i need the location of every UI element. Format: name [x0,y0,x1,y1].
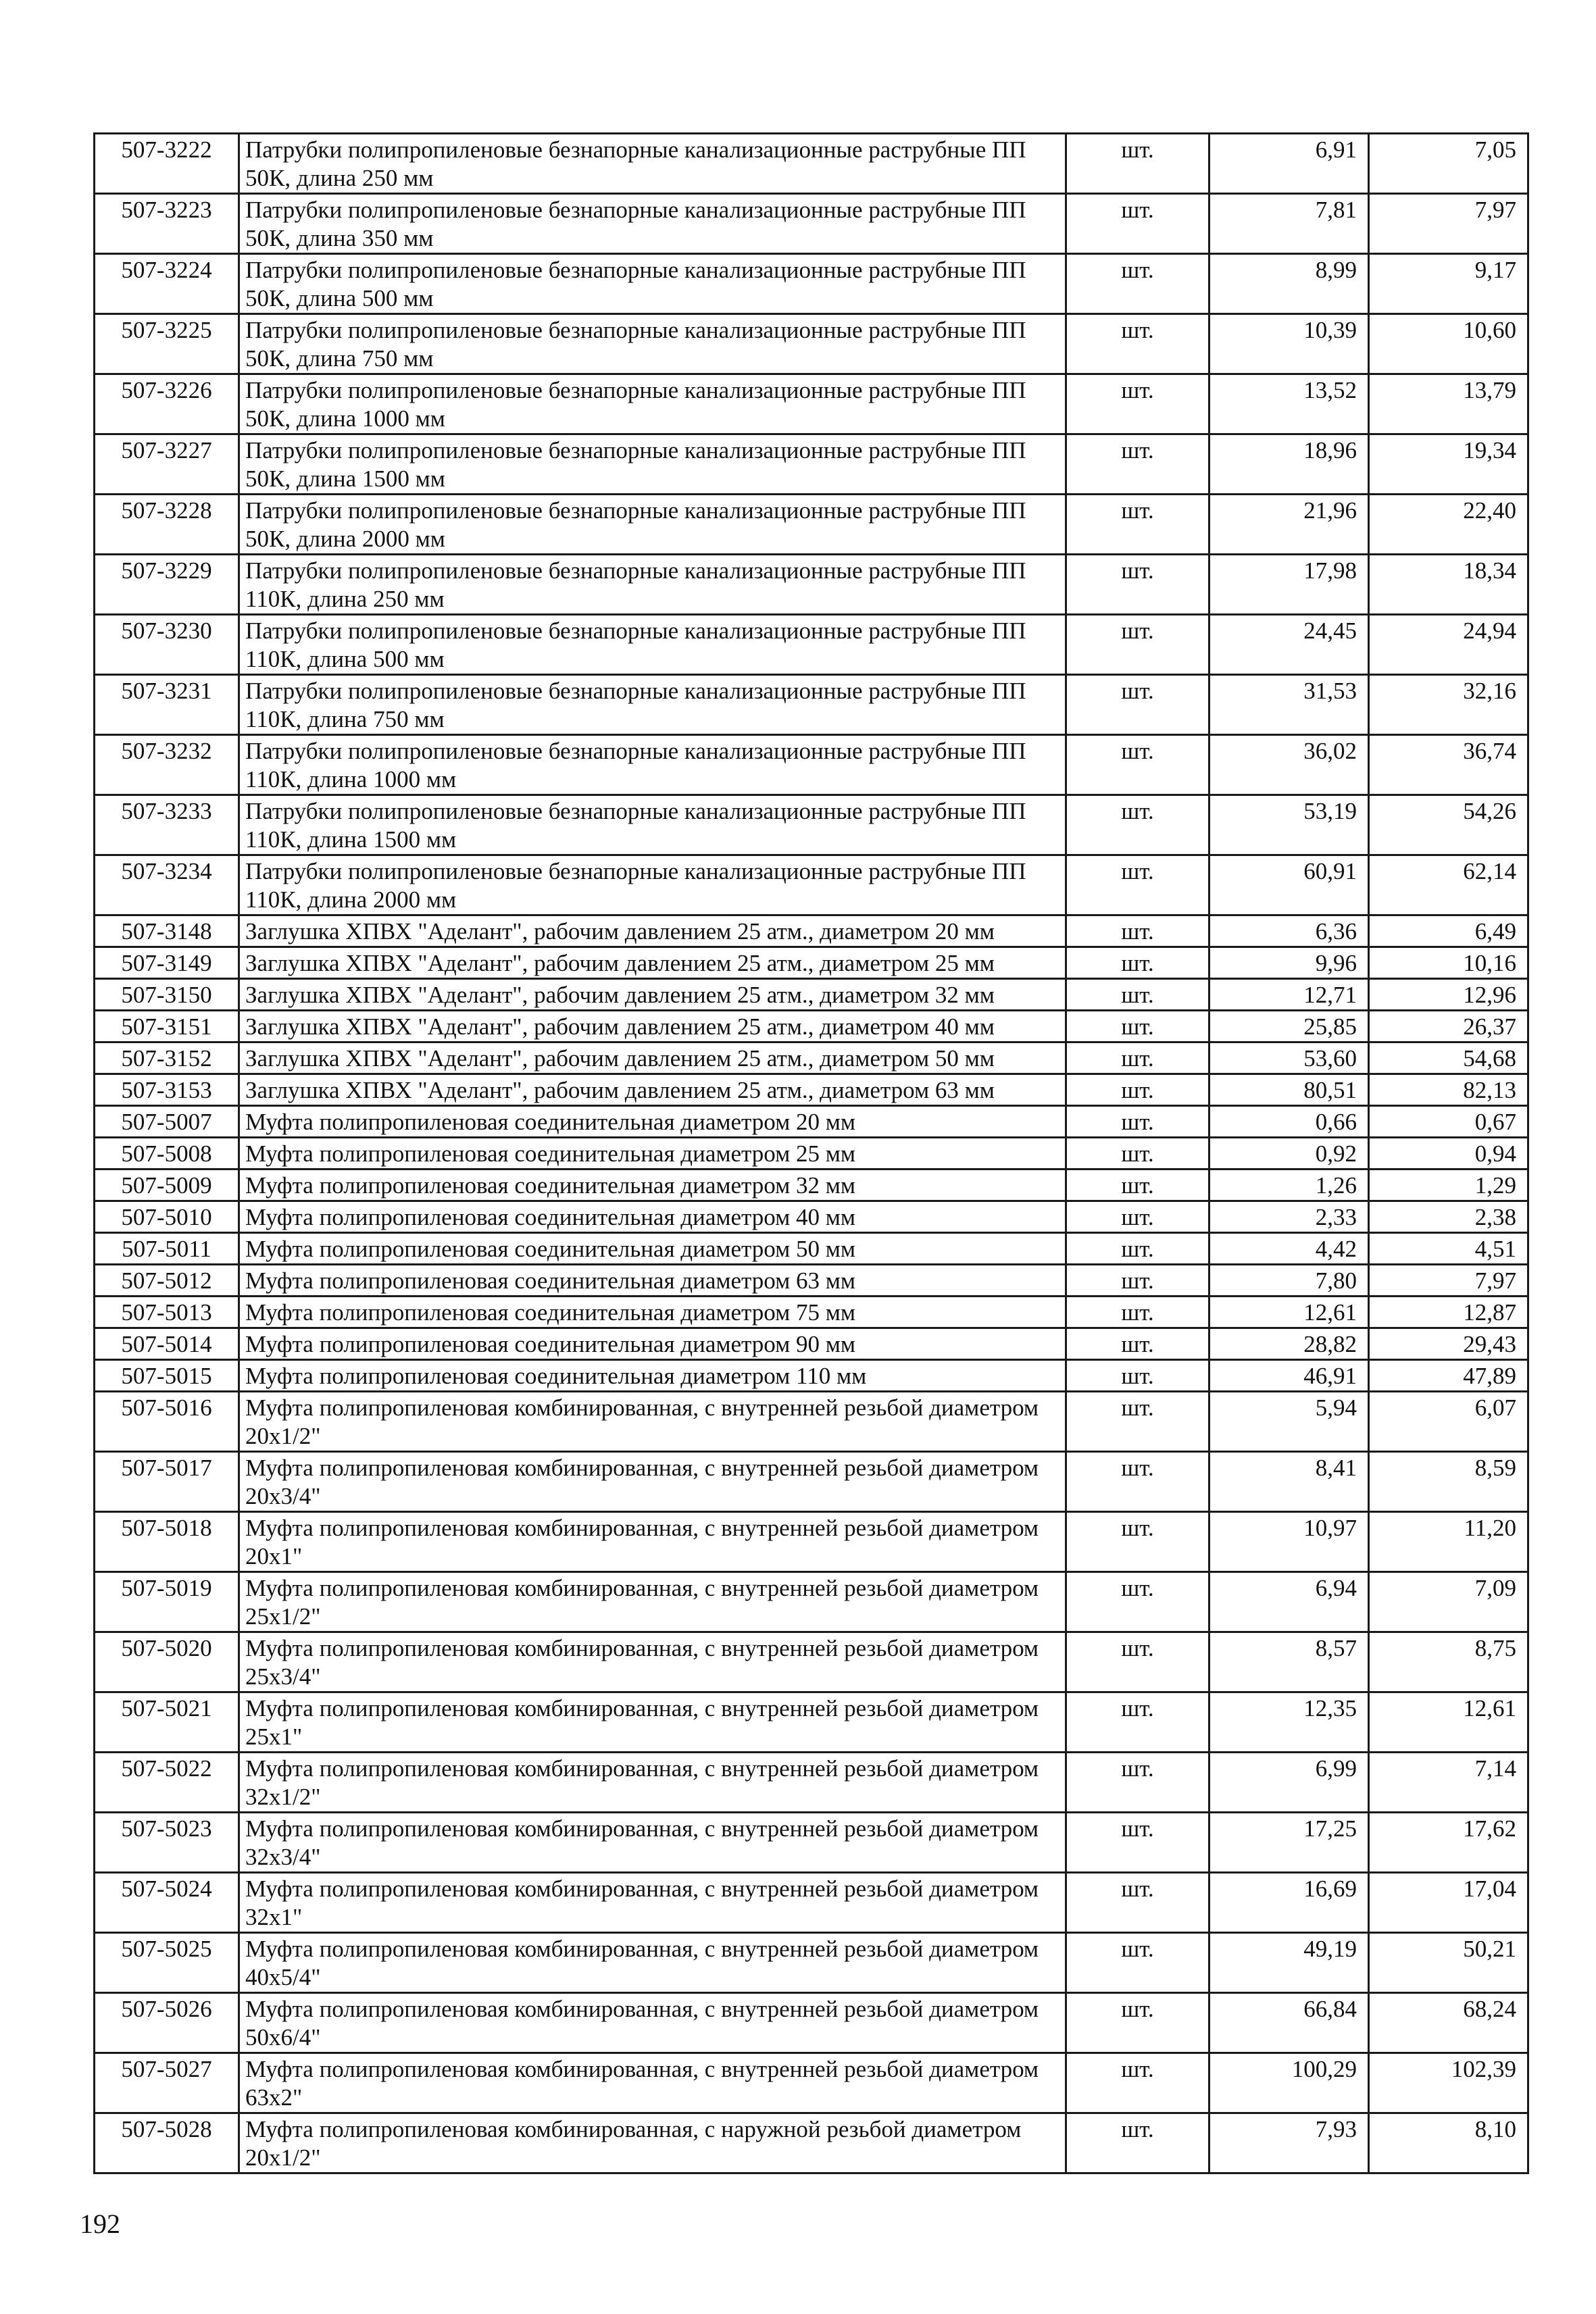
table-row [95,1392,1528,1452]
item-unit: шт. [1066,1632,1210,1692]
item-price-2: 62,14 [1369,855,1528,915]
item-price-1: 8,99 [1210,254,1369,314]
item-name: Муфта полипропиленовая соединительная диаметром 50 мм [239,1233,1066,1265]
item-unit: шт. [1066,1512,1210,1572]
item-price-1: 2,33 [1210,1201,1369,1233]
table-row [95,194,1528,254]
item-price-2: 9,17 [1369,254,1528,314]
item-code: 507-3225 [95,314,239,374]
item-code: 507-3150 [95,979,239,1011]
item-price-2: 7,09 [1369,1572,1528,1632]
table-row [95,374,1528,434]
item-price-1: 17,25 [1210,1813,1369,1873]
item-price-1: 10,97 [1210,1512,1369,1572]
item-name: Муфта полипропиленовая комбинированная, с внутренней резьбой диаметром 32х3/4" [239,1813,1066,1873]
table-row [95,1873,1528,1933]
table-row [95,947,1528,979]
item-unit: шт. [1066,1169,1210,1201]
item-price-2: 54,26 [1369,795,1528,855]
item-name: Муфта полипропиленовая соединительная диаметром 32 мм [239,1169,1066,1201]
item-price-2: 54,68 [1369,1042,1528,1074]
item-name: Патрубки полипропиленовые безнапорные канализационные раструбные ПП 110К, длина 500 мм [239,615,1066,675]
item-unit: шт. [1066,1572,1210,1632]
table-row [95,314,1528,374]
table-row [95,2113,1528,2173]
item-name: Муфта полипропиленовая комбинированная, с внутренней резьбой диаметром 50х6/4" [239,1993,1066,2053]
item-code: 507-5027 [95,2053,239,2113]
table-row [95,1572,1528,1632]
item-code: 507-3223 [95,194,239,254]
page-number: 192 [80,2209,120,2239]
item-name: Муфта полипропиленовая соединительная диаметром 75 мм [239,1297,1066,1328]
item-name: Муфта полипропиленовая соединительная диаметром 25 мм [239,1138,1066,1169]
item-price-1: 53,19 [1210,795,1369,855]
item-unit: шт. [1066,1074,1210,1106]
item-name: Заглушка ХПВХ "Аделант", рабочим давлением 25 атм., диаметром 63 мм [239,1074,1066,1106]
item-price-1: 12,61 [1210,1297,1369,1328]
item-price-1: 13,52 [1210,374,1369,434]
item-code: 507-3231 [95,675,239,735]
table-row [95,1011,1528,1042]
item-price-1: 16,69 [1210,1873,1369,1933]
table-row [95,1138,1528,1169]
item-name: Муфта полипропиленовая комбинированная, с наружной резьбой диаметром 20х1/2" [239,2113,1066,2173]
table-row [95,979,1528,1011]
item-code: 507-5021 [95,1692,239,1753]
item-price-2: 0,94 [1369,1138,1528,1169]
table-row [95,1993,1528,2053]
item-price-2: 0,67 [1369,1106,1528,1138]
item-price-1: 1,26 [1210,1169,1369,1201]
item-price-2: 47,89 [1369,1360,1528,1392]
item-price-1: 28,82 [1210,1328,1369,1360]
item-unit: шт. [1066,795,1210,855]
item-name: Муфта полипропиленовая комбинированная, с внутренней резьбой диаметром 25х1/2" [239,1572,1066,1632]
item-price-1: 25,85 [1210,1011,1369,1042]
item-unit: шт. [1066,1392,1210,1452]
item-price-2: 8,75 [1369,1632,1528,1692]
item-price-2: 18,34 [1369,555,1528,615]
item-price-2: 17,62 [1369,1813,1528,1873]
item-name: Патрубки полипропиленовые безнапорные канализационные раструбные ПП 110К, длина 2000 мм [239,855,1066,915]
table-row [95,1265,1528,1297]
item-name: Муфта полипропиленовая соединительная диаметром 90 мм [239,1328,1066,1360]
table-row [95,1753,1528,1813]
item-code: 507-5013 [95,1297,239,1328]
item-name: Патрубки полипропиленовые безнапорные канализационные раструбные ПП 110К, длина 1500 мм [239,795,1066,855]
item-name: Заглушка ХПВХ "Аделант", рабочим давлением 25 атм., диаметром 40 мм [239,1011,1066,1042]
item-unit: шт. [1066,1233,1210,1265]
item-price-1: 10,39 [1210,314,1369,374]
table-row [95,1692,1528,1753]
item-name: Муфта полипропиленовая соединительная диаметром 20 мм [239,1106,1066,1138]
item-price-1: 8,41 [1210,1452,1369,1512]
item-name: Патрубки полипропиленовые безнапорные канализационные раструбные ПП 50К, длина 1500 мм [239,434,1066,495]
item-price-2: 10,16 [1369,947,1528,979]
item-price-2: 24,94 [1369,615,1528,675]
table-row [95,735,1528,795]
item-unit: шт. [1066,855,1210,915]
item-name: Заглушка ХПВХ "Аделант", рабочим давлением 25 атм., диаметром 50 мм [239,1042,1066,1074]
item-price-1: 31,53 [1210,675,1369,735]
table-row [95,675,1528,735]
item-name: Муфта полипропиленовая соединительная диаметром 110 мм [239,1360,1066,1392]
item-price-2: 102,39 [1369,2053,1528,2113]
item-code: 507-3228 [95,495,239,555]
item-name: Муфта полипропиленовая соединительная диаметром 40 мм [239,1201,1066,1233]
item-price-1: 100,29 [1210,2053,1369,2113]
item-code: 507-5025 [95,1933,239,1993]
item-price-2: 36,74 [1369,735,1528,795]
item-price-2: 7,05 [1369,134,1528,194]
item-code: 507-3153 [95,1074,239,1106]
item-unit: шт. [1066,2113,1210,2173]
item-price-1: 6,99 [1210,1753,1369,1813]
item-code: 507-3230 [95,615,239,675]
item-price-1: 36,02 [1210,735,1369,795]
item-price-1: 6,91 [1210,134,1369,194]
table-row [95,1813,1528,1873]
item-unit: шт. [1066,1873,1210,1933]
item-price-1: 46,91 [1210,1360,1369,1392]
item-unit: шт. [1066,675,1210,735]
item-code: 507-3224 [95,254,239,314]
item-price-2: 19,34 [1369,434,1528,495]
item-code: 507-3232 [95,735,239,795]
item-price-1: 12,35 [1210,1692,1369,1753]
item-unit: шт. [1066,915,1210,947]
item-price-2: 50,21 [1369,1933,1528,1993]
table-row [95,434,1528,495]
item-name: Муфта полипропиленовая комбинированная, с внутренней резьбой диаметром 40х5/4" [239,1933,1066,1993]
item-name: Патрубки полипропиленовые безнапорные канализационные раструбные ПП 110К, длина 1000 мм [239,735,1066,795]
item-code: 507-5024 [95,1873,239,1933]
item-unit: шт. [1066,979,1210,1011]
item-price-2: 10,60 [1369,314,1528,374]
item-code: 507-5012 [95,1265,239,1297]
item-price-2: 6,07 [1369,1392,1528,1452]
table-row [95,1042,1528,1074]
item-price-2: 7,97 [1369,1265,1528,1297]
item-code: 507-5014 [95,1328,239,1360]
item-unit: шт. [1066,134,1210,194]
item-code: 507-5019 [95,1572,239,1632]
item-code: 507-3149 [95,947,239,979]
item-price-1: 4,42 [1210,1233,1369,1265]
table-row [95,1933,1528,1993]
item-name: Патрубки полипропиленовые безнапорные канализационные раструбные ПП 110К, длина 750 мм [239,675,1066,735]
item-unit: шт. [1066,947,1210,979]
item-price-2: 7,97 [1369,194,1528,254]
table-row [95,615,1528,675]
item-code: 507-5023 [95,1813,239,1873]
item-price-1: 7,80 [1210,1265,1369,1297]
item-code: 507-3229 [95,555,239,615]
table-row [95,1452,1528,1512]
item-name: Патрубки полипропиленовые безнапорные канализационные раструбные ПП 50К, длина 750 мм [239,314,1066,374]
item-price-1: 5,94 [1210,1392,1369,1452]
item-price-2: 13,79 [1369,374,1528,434]
item-unit: шт. [1066,194,1210,254]
item-price-1: 7,93 [1210,2113,1369,2173]
item-name: Заглушка ХПВХ "Аделант", рабочим давлением 25 атм., диаметром 32 мм [239,979,1066,1011]
item-price-1: 8,57 [1210,1632,1369,1692]
item-price-2: 7,14 [1369,1753,1528,1813]
item-price-1: 49,19 [1210,1933,1369,1993]
item-code: 507-5016 [95,1392,239,1452]
item-unit: шт. [1066,1201,1210,1233]
item-name: Муфта полипропиленовая комбинированная, с внутренней резьбой диаметром 20х1/2" [239,1392,1066,1452]
item-code: 507-3152 [95,1042,239,1074]
item-unit: шт. [1066,1138,1210,1169]
item-name: Муфта полипропиленовая комбинированная, с внутренней резьбой диаметром 32х1" [239,1873,1066,1933]
item-price-2: 2,38 [1369,1201,1528,1233]
item-price-1: 17,98 [1210,555,1369,615]
item-name: Муфта полипропиленовая комбинированная, с внутренней резьбой диаметром 25х1" [239,1692,1066,1753]
table-row [95,1297,1528,1328]
item-unit: шт. [1066,1452,1210,1512]
item-price-2: 8,10 [1369,2113,1528,2173]
item-name: Патрубки полипропиленовые безнапорные канализационные раструбные ПП 50К, длина 350 мм [239,194,1066,254]
item-price-1: 7,81 [1210,194,1369,254]
item-code: 507-3233 [95,795,239,855]
item-unit: шт. [1066,1042,1210,1074]
item-code: 507-3151 [95,1011,239,1042]
item-unit: шт. [1066,555,1210,615]
item-unit: шт. [1066,254,1210,314]
table-row [95,1169,1528,1201]
item-code: 507-3227 [95,434,239,495]
item-code: 507-5007 [95,1106,239,1138]
table-row [95,1512,1528,1572]
item-unit: шт. [1066,1011,1210,1042]
table-row [95,254,1528,314]
item-unit: шт. [1066,1328,1210,1360]
item-code: 507-5011 [95,1233,239,1265]
item-name: Муфта полипропиленовая комбинированная, с внутренней резьбой диаметром 63х2" [239,2053,1066,2113]
price-table [93,132,1529,2174]
table-row [95,795,1528,855]
table-row [95,1074,1528,1106]
table-row [95,1106,1528,1138]
item-price-2: 22,40 [1369,495,1528,555]
item-price-1: 53,60 [1210,1042,1369,1074]
item-unit: шт. [1066,1993,1210,2053]
item-unit: шт. [1066,735,1210,795]
item-code: 507-5018 [95,1512,239,1572]
item-price-2: 26,37 [1369,1011,1528,1042]
item-code: 507-5028 [95,2113,239,2173]
table-row [95,134,1528,194]
item-name: Патрубки полипропиленовые безнапорные канализационные раструбные ПП 50К, длина 250 мм [239,134,1066,194]
item-unit: шт. [1066,1933,1210,1993]
item-name: Муфта полипропиленовая соединительная диаметром 63 мм [239,1265,1066,1297]
item-unit: шт. [1066,1106,1210,1138]
item-unit: шт. [1066,495,1210,555]
item-unit: шт. [1066,314,1210,374]
item-price-2: 29,43 [1369,1328,1528,1360]
item-code: 507-3234 [95,855,239,915]
item-code: 507-3226 [95,374,239,434]
item-price-2: 32,16 [1369,675,1528,735]
item-unit: шт. [1066,1297,1210,1328]
item-price-1: 9,96 [1210,947,1369,979]
item-price-1: 24,45 [1210,615,1369,675]
table-row [95,555,1528,615]
item-code: 507-3148 [95,915,239,947]
item-code: 507-5022 [95,1753,239,1813]
item-unit: шт. [1066,374,1210,434]
item-price-1: 66,84 [1210,1993,1369,2053]
item-price-1: 12,71 [1210,979,1369,1011]
item-unit: шт. [1066,1813,1210,1873]
item-price-1: 0,66 [1210,1106,1369,1138]
item-price-2: 12,96 [1369,979,1528,1011]
item-code: 507-5017 [95,1452,239,1512]
item-name: Патрубки полипропиленовые безнапорные канализационные раструбные ПП 50К, длина 1000 мм [239,374,1066,434]
item-code: 507-5010 [95,1201,239,1233]
table-row [95,1233,1528,1265]
item-price-2: 17,04 [1369,1873,1528,1933]
table-row [95,1360,1528,1392]
item-price-2: 1,29 [1369,1169,1528,1201]
table-row [95,1201,1528,1233]
item-code: 507-5009 [95,1169,239,1201]
item-code: 507-5020 [95,1632,239,1692]
item-price-2: 12,61 [1369,1692,1528,1753]
item-unit: шт. [1066,615,1210,675]
table-row [95,2053,1528,2113]
price-table-body [95,134,1528,2173]
item-name: Муфта полипропиленовая комбинированная, с внутренней резьбой диаметром 32х1/2" [239,1753,1066,1813]
item-price-1: 80,51 [1210,1074,1369,1106]
item-price-2: 4,51 [1369,1233,1528,1265]
table-row [95,1632,1528,1692]
item-price-2: 11,20 [1369,1512,1528,1572]
item-price-1: 0,92 [1210,1138,1369,1169]
item-name: Муфта полипропиленовая комбинированная, с внутренней резьбой диаметром 20х1" [239,1512,1066,1572]
item-price-2: 6,49 [1369,915,1528,947]
table-row [95,1328,1528,1360]
item-code: 507-5008 [95,1138,239,1169]
item-price-1: 60,91 [1210,855,1369,915]
item-name: Заглушка ХПВХ "Аделант", рабочим давлением 25 атм., диаметром 20 мм [239,915,1066,947]
item-price-1: 18,96 [1210,434,1369,495]
item-unit: шт. [1066,2053,1210,2113]
item-price-1: 6,36 [1210,915,1369,947]
item-price-2: 8,59 [1369,1452,1528,1512]
item-code: 507-5026 [95,1993,239,2053]
item-name: Патрубки полипропиленовые безнапорные канализационные раструбные ПП 110К, длина 250 мм [239,555,1066,615]
item-price-2: 12,87 [1369,1297,1528,1328]
item-code: 507-3222 [95,134,239,194]
item-price-2: 68,24 [1369,1993,1528,2053]
item-code: 507-5015 [95,1360,239,1392]
item-name: Муфта полипропиленовая комбинированная, с внутренней резьбой диаметром 20х3/4" [239,1452,1066,1512]
item-unit: шт. [1066,434,1210,495]
item-price-2: 82,13 [1369,1074,1528,1106]
item-name: Патрубки полипропиленовые безнапорные канализационные раструбные ПП 50К, длина 2000 мм [239,495,1066,555]
item-price-1: 6,94 [1210,1572,1369,1632]
item-unit: шт. [1066,1360,1210,1392]
item-unit: шт. [1066,1692,1210,1753]
item-name: Патрубки полипропиленовые безнапорные канализационные раструбные ПП 50К, длина 500 мм [239,254,1066,314]
table-row [95,495,1528,555]
table-row [95,855,1528,915]
item-unit: шт. [1066,1753,1210,1813]
table-row [95,915,1528,947]
item-unit: шт. [1066,1265,1210,1297]
item-name: Муфта полипропиленовая комбинированная, с внутренней резьбой диаметром 25х3/4" [239,1632,1066,1692]
item-name: Заглушка ХПВХ "Аделант", рабочим давлением 25 атм., диаметром 25 мм [239,947,1066,979]
item-price-1: 21,96 [1210,495,1369,555]
